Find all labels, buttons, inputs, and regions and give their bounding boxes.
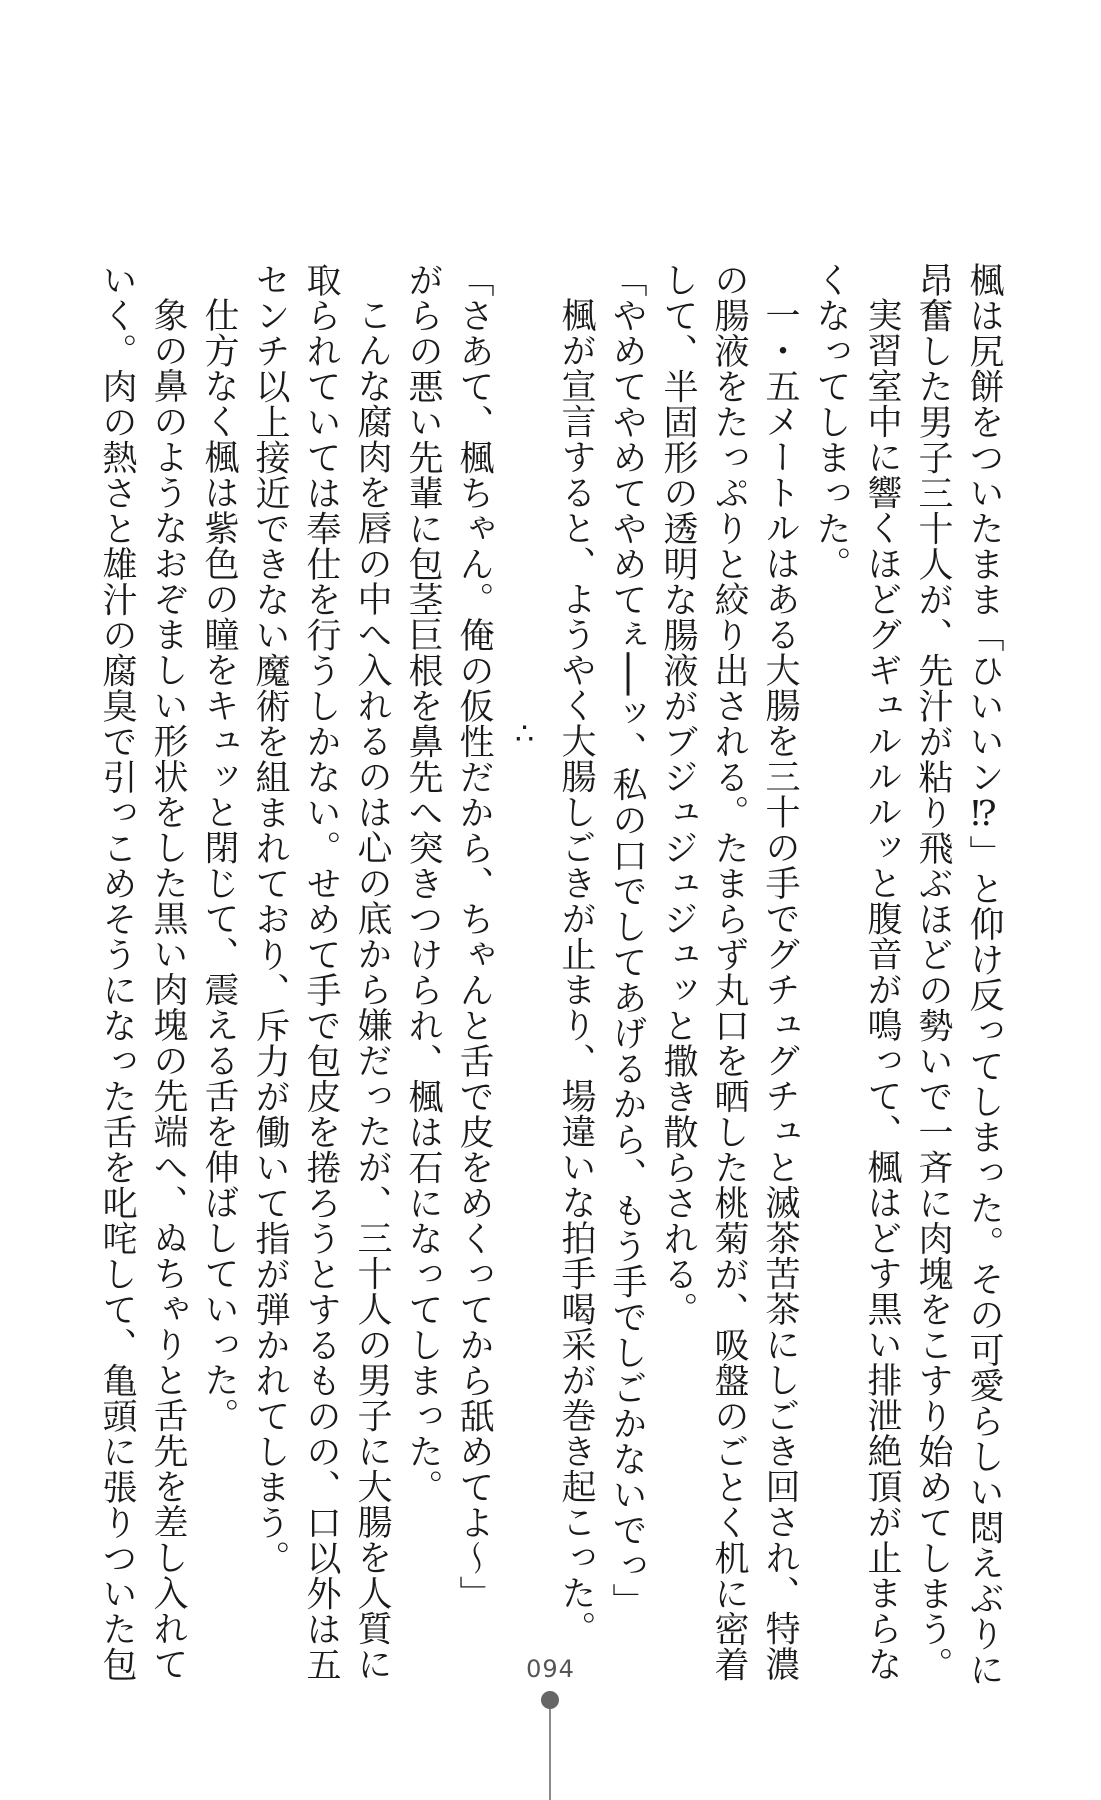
page-marker-dot [541,1691,559,1709]
text-line-3: 実習室中に響くほどグギュルルルッと腹音が鳴って、楓はどす黒い排泄絶頂が止まらな [862,297,902,1682]
scene-break-mark: ∴ [507,717,542,753]
text-line-17: 象の鼻のようなおぞましい形状をした黒い肉塊の先端へ、ぬちゃりと舌先を差し入れて [148,297,188,1682]
text-line-12: がらの悪い先輩に包茎巨根を鼻先へ突きつけられ、楓は石になってしまった。 [403,262,443,1505]
text-line-15: センチ以上接近できない魔術を組まれており、斥力が働いて指が弾かれてしまう。 [250,262,290,1576]
text-line-5: 一・五メートルはある大腸を三十の手でグチュグチュと滅茶苦茶にしごき回され、特濃 [760,297,800,1682]
text-line-4: くなってしまった。 [811,262,851,582]
page-marker-line [549,1709,551,1800]
text-line-8: 「やめてやめてやめてぇ──ッ、私の口でしてあげるから、もう手でしごかないでっ」 [607,262,647,1619]
text-line-2: 昂奮した男子三十人が、先汁が粘り飛ぶほどの勢いで一斉に肉塊をこすり始めてしまう。 [913,262,953,1682]
text-line-9: 楓が宣言すると、ようやく大腸しごきが止まり、場違いな拍手喝采が巻き起こった。 [556,297,596,1646]
page-number: 094 [526,1655,575,1683]
text-line-1: 楓は尻餅をついたまま「ひいいン⁉」と仰け反ってしまった。その可愛らしい悶えぶりに [964,262,1004,1687]
text-line-11: 「さあて、楓ちゃん。俺の仮性だから、ちゃんと舌で皮をめくってから舐めてよ～」 [454,262,494,1611]
text-line-7: して、半固形の透明な腸液がブジュジュジュッと撒き散らされる。 [658,262,698,1327]
text-line-18: いく。肉の熱さと雄汁の腐臭で引っこめそうになった舌を叱咤して、亀頭に張りついた包 [97,262,137,1682]
text-line-13: こんな腐肉を唇の中へ入れるのは心の底から嫌だったが、三十人の男子に大腸を人質に [352,297,392,1682]
text-line-16: 仕方なく楓は紫色の瞳をキュッと閉じて、震える舌を伸ばしていった。 [199,297,239,1433]
text-line-14: 取られていては奉仕を行うしかない。せめて手で包皮を捲ろうとするものの、口以外は五 [301,262,341,1682]
text-line-6: の腸液をたっぷりと絞り出される。たまらず丸口を晒した桃菊が、吸盤のごとく机に密着 [709,262,749,1682]
